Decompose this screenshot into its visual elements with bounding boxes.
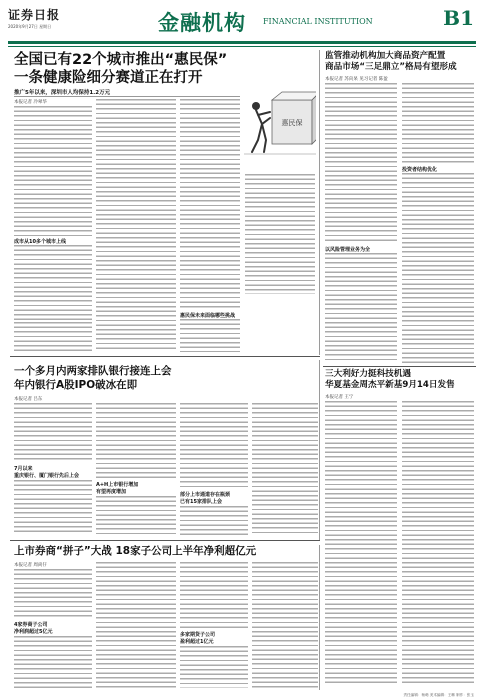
ipo-headline-line-2: 年内银行A股IPO破冰在即 <box>14 379 138 391</box>
tech-byline: 本报记者 王宁 <box>325 395 354 400</box>
ipo-body-col2-b <box>96 496 176 535</box>
ipo-byline: 本报记者 吕东 <box>14 397 43 402</box>
section-divider-1 <box>10 356 320 357</box>
ipo-body-col2-a <box>96 403 176 478</box>
ipo-section-heading-3b: 已有15家排队上会 <box>180 499 222 505</box>
main-body-col1-c <box>14 322 92 352</box>
main-body-col1-a <box>14 106 92 236</box>
column-divider-right-3 <box>319 545 320 690</box>
brokerage-body-col3-b <box>180 646 248 688</box>
column-divider-right <box>319 50 320 355</box>
section-title-english: FINANCIAL INSTITUTION <box>263 17 373 26</box>
ipo-section-heading-1b: 重庆银行、厦门银行先后上会 <box>14 473 80 479</box>
issue-date: 2020年9月27日 星期日 <box>8 24 52 29</box>
main-byline: 本报记者 冷翠华 <box>14 100 47 105</box>
main-headline-line-1: 全国已有22个城市推出“惠民保” <box>14 52 228 68</box>
main-headline-line-2: 一条健康险细分赛道正在打开 <box>14 70 203 86</box>
main-body-col3-b <box>180 319 240 352</box>
brokerage-byline: 本报记者 周尚仔 <box>14 563 47 568</box>
main-body-col4 <box>245 174 315 294</box>
tech-top-rule <box>323 366 476 367</box>
main-body-col1-b <box>14 245 92 320</box>
masthead-rule <box>8 41 476 44</box>
regulation-headline-line-1: 监管推动机构加大商品资产配置 <box>325 51 446 61</box>
ipo-section-heading-2b: 有望再度增加 <box>96 489 127 495</box>
illustration-box-label: 惠民保 <box>281 119 303 127</box>
ipo-body-col4 <box>252 403 318 535</box>
ipo-body-col3-b <box>180 506 248 535</box>
tech-headline-line-2: 华夏基金周杰平新基9月14日发售 <box>325 380 455 390</box>
regulation-headline-line-2: 商品市场“三足鼎立”格局有望形成 <box>325 62 457 72</box>
tech-body-col2 <box>402 401 474 683</box>
page-number: B1 <box>443 6 474 30</box>
main-body-col2 <box>96 99 176 352</box>
brokerage-headline: 上市券商“拼子”大战 18家子公司上半年净利超亿元 <box>14 545 257 557</box>
regulation-body-col2-b <box>402 173 474 363</box>
brokerage-section-heading-1: 4家券商子公司 <box>14 622 48 628</box>
brokerage-section-heading-1b: 净利润超过5亿元 <box>14 629 53 635</box>
main-subhead: 推广5年以来，深圳市人均保持1.2万元 <box>14 90 111 96</box>
regulation-body-col2-a <box>402 83 474 163</box>
tech-headline-line-1: 三大利好力挺科技机遇 <box>325 369 411 379</box>
main-section-heading-2: 惠民保未来面临哪些挑战 <box>180 313 236 319</box>
ipo-section-heading-1: 7月以来 <box>14 466 33 472</box>
ipo-section-heading-3: 部分上市通道存在瓶颈 <box>180 492 231 498</box>
regulation-section-heading-1: 以风险管理业务为全 <box>325 247 371 253</box>
section-divider-2 <box>10 540 320 541</box>
regulation-byline: 本报记者 苏向杲 见习记者 陈盈 <box>325 77 388 82</box>
column-divider-right-2 <box>319 360 320 540</box>
masthead-rule-thin <box>8 46 476 47</box>
regulation-body-col1-b <box>325 253 397 363</box>
main-section-heading-1: 成市从10多个城市上线 <box>14 239 66 245</box>
main-body-col3-a <box>180 99 240 309</box>
ipo-body-col1-b <box>14 480 92 535</box>
masthead <box>8 4 476 40</box>
brokerage-body-col2 <box>96 562 176 688</box>
regulation-body-col1-a <box>325 83 397 243</box>
section-title: 金融机构 <box>158 11 246 35</box>
brokerage-section-heading-2: 多家期货子公司 <box>180 632 216 638</box>
brokerage-body-col1-a <box>14 569 92 619</box>
person-pushing-box-illustration <box>242 60 316 170</box>
brokerage-body-col3-a <box>180 562 248 628</box>
ipo-body-col1-a <box>14 403 92 463</box>
main-subhead-rule <box>14 96 240 97</box>
ipo-body-col3-a <box>180 403 248 488</box>
ipo-section-heading-2: A+H上市银行增加 <box>96 482 139 488</box>
page-footer: 责任编辑：杨萌 美术编辑：王琳 制作：张玉 <box>403 693 474 697</box>
newspaper-logo: 证券日报 <box>8 8 61 22</box>
tech-body-col1 <box>325 401 397 683</box>
brokerage-body-col4 <box>252 562 318 688</box>
brokerage-body-col1-b <box>14 636 92 688</box>
ipo-headline-line-1: 一个多月内两家排队银行接连上会 <box>14 365 172 377</box>
regulation-section-heading-2: 投资者结构优化 <box>402 167 438 173</box>
brokerage-section-heading-2b: 盈利超过1亿元 <box>180 639 214 645</box>
